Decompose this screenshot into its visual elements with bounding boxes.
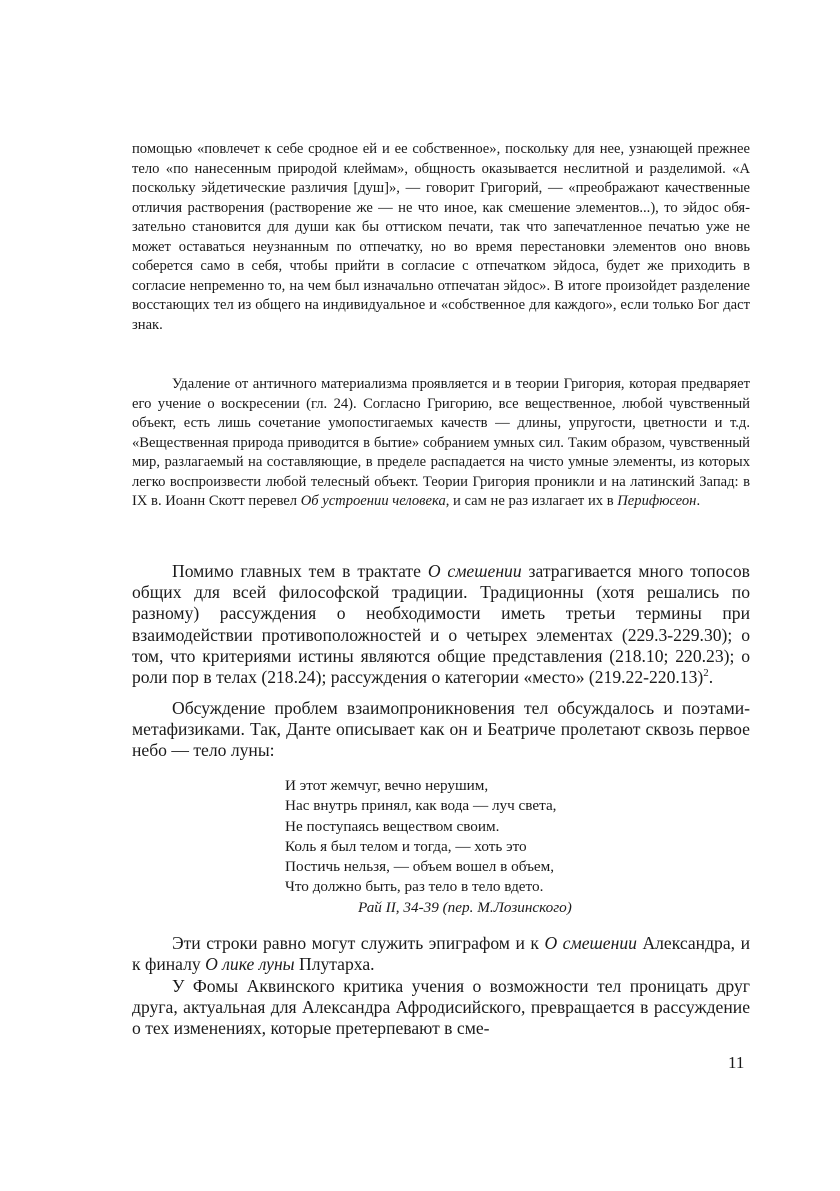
paragraph-gregory-quote: помощью «повлечет к себе сродное ей и ее собственное», поскольку для нее, узнающей прежнее тело «по нанесенным природой клеймам», общность оказывается неслитной и разделимой. «А поскольку эйдетические различия [душ]», — говорит Григорий, — «преображают качественные отличия растворения (растворение же — не что иное, как смешение элементов...), то эйдос обязательно становится для души как бы оттиском печати, так что запечатленное печатью уже не может оставаться неузнанным по отпечатку, но во время перестановки элементов оно вновь соберется само в себя, чтобы прийти в согласие с отпечатком эйдоса, будет же приходить в согласие непременно то, на чем был изначально отпечатан эйдос». В итоге произойдет разделение восстающих тел из общего на индивидуальное и «собственное для каждого», если только Бог даст знак. <box>132 141 750 333</box>
poem-block <box>285 776 645 918</box>
poem-source: Рай II, 34-39 (пер. М.Лозинского) <box>358 898 572 916</box>
poem-line: Нас внутрь принял, как вода — луч света, <box>285 797 557 815</box>
paragraph-dante: Обсуждение проблем взаимопроникновения тел обсуждалось и поэтами-метафизиками. Так, Данте описывает как он и Беатриче пролетают сквозь первое небо — тело луны: <box>132 698 750 761</box>
paragraph-topoi <box>132 561 750 688</box>
text-run: затрагивается много топосов общих для всей философской традиции. Традиционны (хотя решались по разному) рассуждения о необходимости иметь третьи термины при взаимодействии противоположностей и о четырех элементах (229.3-229.30); о том, что критериями истины являются общие представления (218.10; 220.23); о роли пор в телах (218.24); рассуждения о категории «место» (219.22-220.13) <box>132 561 750 688</box>
italic-title-o-smeshenii: О смешении <box>544 933 637 953</box>
paragraph-aquinas: У Фомы Аквинского критика учения о возможности тел проницать друг друга, актуальная для Александра Афродисийского, превращается в рассуждение о тех изменениях, которые претерпевают в сме- <box>132 976 750 1039</box>
text-run: , и сам не раз излагает их в <box>445 493 618 509</box>
poem-line: Постичь нельзя, — объем вошел в объем, <box>285 858 555 876</box>
text-run: Помимо главных тем в трактате <box>172 561 428 581</box>
italic-title-o-like-luny: О лике луны <box>205 954 295 975</box>
footnote-marker[interactable]: 2 <box>703 667 709 680</box>
text-run: Удаление от античного материализма проявляется и в теории Григория, которая предваряет его учение о воскресении (гл. 24). Согласно Григорию, все вещественное, любой чувственный объект, есть лишь сочетание умопостигаемых качеств — длины, упругости, цветности и т.д. «Вещественная природа приводится в бытие» собранием умных сил. Таким образом, чувственный мир, разлагаемый на составляющие, в пределе распадается на чисто умные элементы, из которых легко воспроизвести любой телесный объект. Теории Григория проникли и на латинский Запад: в IX в. Иоанн Скотт перевел <box>132 376 750 509</box>
text-run: . <box>696 493 701 509</box>
text-run: . <box>708 667 714 688</box>
italic-title-ob-ustroenii: Об устроении человека <box>300 493 446 509</box>
paragraph-epigraph <box>132 933 750 975</box>
poem-line: Что должно быть, раз тело в тело вдето. <box>285 878 544 896</box>
poem-line: Коль я был телом и тогда, — хоть это <box>285 837 527 855</box>
page-number: 11 <box>728 1053 745 1072</box>
paragraph-materialism <box>132 375 750 512</box>
italic-title-perifyuseon: Перифюсеон <box>617 493 697 509</box>
text-run: Плутарха. <box>294 954 375 975</box>
poem-line: Не поступаясь веществом своим. <box>285 817 500 835</box>
italic-title-o-smeshenii: О смешении <box>427 561 522 581</box>
text-run: Александра, и к финалу <box>132 933 750 975</box>
poem-line: И этот жемчуг, вечно нерушим, <box>285 777 489 794</box>
text-run: Эти строки равно могут служить эпиграфом и к <box>172 933 545 953</box>
